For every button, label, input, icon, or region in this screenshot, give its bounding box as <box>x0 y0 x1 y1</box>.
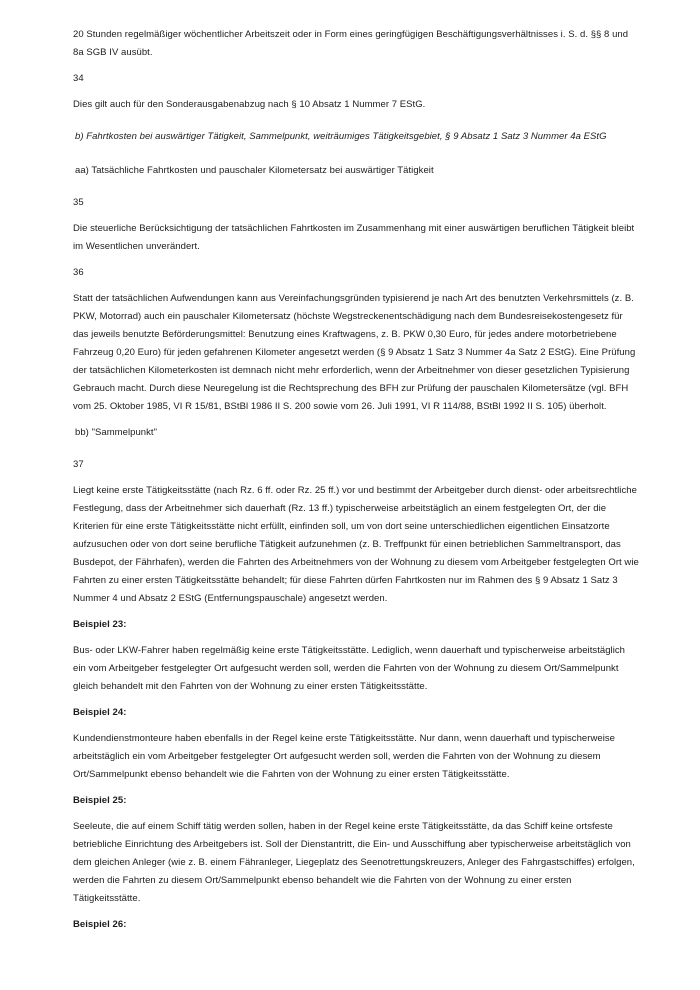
example-label-26: Beispiel 26: <box>73 919 127 930</box>
example-label-24: Beispiel 24: <box>73 707 127 718</box>
margin-number-36: 36 <box>73 267 84 278</box>
paragraph-34: Dies gilt auch für den Sonderausgabenabzug nach § 10 Absatz 1 Nummer 7 EStG. <box>73 99 426 110</box>
section-heading-b: b) Fahrtkosten bei auswärtiger Tätigkeit, Sammelpunkt, weiträumiges Tätigkeitsgebiet, § 9 Absatz 1 Satz 3 Nummer 4a EStG <box>75 131 607 142</box>
example-label-25: Beispiel 25: <box>73 795 127 806</box>
example-text-25: Seeleute, die auf einem Schiff tätig werden sollen, haben in der Regel keine erste Tätigkeitsstätte, da das Schiff keine ortsfeste betriebliche Einrichtung des Arbeitgebers ist. Soll der Dienstantritt, die Ein- und Ausschiffung aber typischerweise arbeitstäglich von dem gleichen Anleger (wie z. B. einem Fähranleger, Liegeplatz des Seenotrettungskreuzers, Anleger des Fahrgastschiffes) erfolgen, werden die Fahrten zu diesem Ort/Sammelpunkt ebenso behandelt wie die Fahrten von der Wohnung zu einer ersten Tätigkeitsstätte. <box>73 821 635 904</box>
subsection-heading-aa: aa) Tatsächliche Fahrtkosten und pauschaler Kilometersatz bei auswärtiger Tätigkeit <box>75 165 434 176</box>
document-body <box>73 26 640 934</box>
example-text-24: Kundendienstmonteure haben ebenfalls in der Regel keine erste Tätigkeitsstätte. Nur dann, wenn dauerhaft und typischerweise arbeitstäglich ein vom Arbeitgeber festgelegter Ort aufgesucht werden soll, werden die Fahrten von der Wohnung zu diesem Ort/Sammelpunkt ebenso behandelt wie die Fahrten von der Wohnung zu einer ersten Tätigkeitsstätte. <box>73 733 616 780</box>
paragraph-continuation: 20 Stunden regelmäßiger wöchentlicher Arbeitszeit oder in Form eines geringfügigen Beschäftigungsverhältnisses i. S. d. §§ 8 und 8a SGB IV ausübt. <box>73 29 629 58</box>
margin-number-35: 35 <box>73 197 84 208</box>
margin-number-37: 37 <box>73 459 84 470</box>
paragraph-37: Liegt keine erste Tätigkeitsstätte (nach Rz. 6 ff. oder Rz. 25 ff.) vor und bestimmt der Arbeitgeber durch dienst- oder arbeitsrechtliche Festlegung, dass der Arbeitnehmer sich dauerhaft (Rz. 13 ff.) typischerweise arbeitstäglich an einem festgelegten Ort, der die Kriterien für eine erste Tätigkeitsstätte nicht erfüllt, einfinden soll, um von dort seine unterschiedlichen eigentlichen Einsatzorte aufzusuchen oder von dort seine berufliche Tätigkeit aufzunehmen (z. B. Treffpunkt für einen betrieblichen Sammeltransport, das Busdepot, der Fährhafen), werden die Fahrten des Arbeitnehmers von der Wohnung zu diesem vom Arbeitgeber festgelegten Ort wie Fahrten zu einer ersten Tätigkeitsstätte behandelt; für diese Fahrten dürfen Fahrtkosten nur im Rahmen des § 9 Absatz 1 Satz 3 Nummer 4 und Absatz 2 EStG (Entfernungspauschale) angesetzt werden. <box>73 485 639 604</box>
paragraph-36: Statt der tatsächlichen Aufwendungen kann aus Vereinfachungsgründen typisierend je nach Art des benutzten Verkehrsmittels (z. B. PKW, Motorrad) auch ein pauschaler Kilometersatz (höchste Wegstreckenentschädigung nach dem Bundesreisekostengesetz für das jeweils benutzte Beförderungsmittel: Benutzung eines Kraftwagens, z. B. PKW 0,30 Euro, für jedes andere motorbetriebene Fahrzeug 0,20 Euro) für jeden gefahrenen Kilometer angesetzt werden (§ 9 Absatz 1 Satz 3 Nummer 4a Satz 2 EStG). Eine Prüfung der tatsächlichen Kilometerkosten ist demnach nicht mehr erforderlich, wenn der Arbeitnehmer von dieser gesetzlichen Typisierung Gebrauch macht. Durch diese Neuregelung ist die Rechtsprechung des BFH zur Prüfung der pauschalen Kilometersätze (vgl. BFH vom 25. Oktober 1985, VI R 15/81, BStBl 1986 II S. 200 sowie vom 26. Juli 1991, VI R 114/88, BStBl 1992 II S. 105) überholt. <box>73 293 636 412</box>
example-label-23: Beispiel 23: <box>73 619 127 630</box>
paragraph-35: Die steuerliche Berücksichtigung der tatsächlichen Fahrtkosten im Zusammenhang mit einer auswärtigen beruflichen Tätigkeit bleibt im Wesentlichen unverändert. <box>73 223 635 252</box>
example-text-23: Bus- oder LKW-Fahrer haben regelmäßig keine erste Tätigkeitsstätte. Lediglich, wenn dauerhaft und typischerweise arbeitstäglich ein vom Arbeitgeber festgelegter Ort aufgesucht werden soll, werden die Fahrten von der Wohnung zu diesem Ort/Sammelpunkt gleich behandelt mit den Fahrten von der Wohnung zu einer ersten Tätigkeitsstätte. <box>73 645 626 692</box>
subsection-heading-bb: bb) "Sammelpunkt" <box>75 427 158 438</box>
margin-number-34: 34 <box>73 73 84 84</box>
